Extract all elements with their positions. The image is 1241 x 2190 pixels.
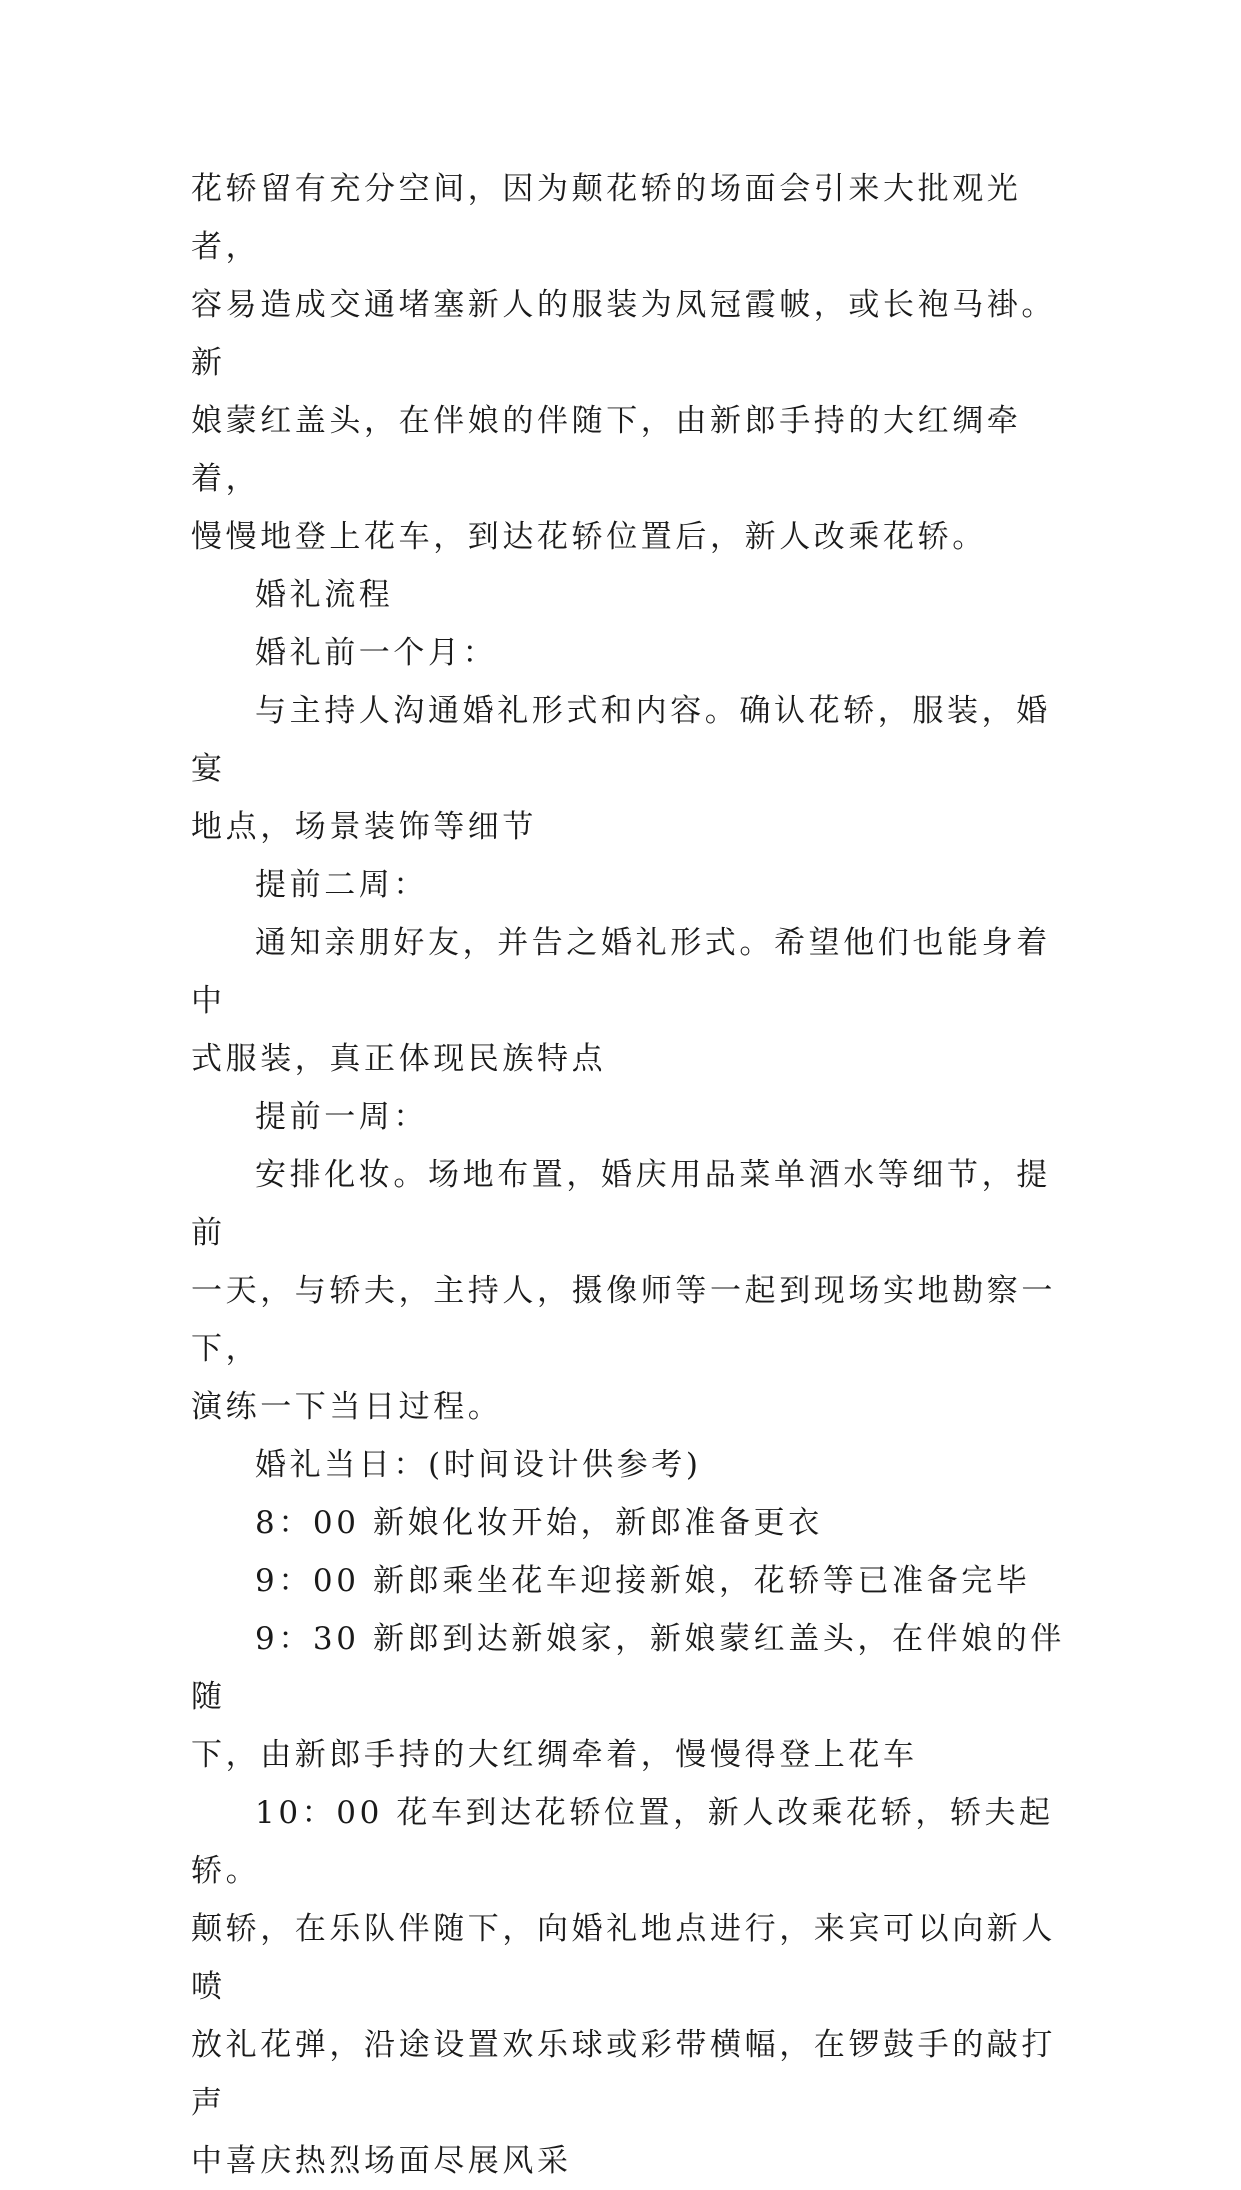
paragraph-one-week-before: 安排化妆。场地布置，婚庆用品菜单酒水等细节，提前 一天，与轿夫，主持人，摄像师等一起到现场实地勘察一下， 演练一下当日过程。 xyxy=(191,1157,1056,1425)
subheading-two-weeks-before: 提前二周： xyxy=(255,867,428,903)
paragraph-continued-text: 花轿留有充分空间，因为颠花轿的场面会引来大批观光者， 容易造成交通堵塞新人的服装为凤冠霞帔，或长袍马褂。新 娘蒙红盖头，在伴娘的伴随下，由新郎手持的大红绸牵着， 慢慢地登上花车，到达花轿位置后，新人改乘花轿。 xyxy=(191,171,1056,555)
subheading-one-month-before: 婚礼前一个月： xyxy=(255,635,498,671)
subheading-one-week-before: 提前一周： xyxy=(255,1099,428,1135)
schedule-item-0930: 9：30 新郎到达新娘家，新娘蒙红盖头，在伴娘的伴随 下，由新郎手持的大红绸牵着，慢慢得登上花车 xyxy=(191,1621,1066,1773)
paragraph-one-month-before: 与主持人沟通婚礼形式和内容。确认花轿，服装，婚宴 地点，场景装饰等细节 xyxy=(191,693,1051,845)
section-heading-wedding-process: 婚礼流程 xyxy=(255,577,394,613)
document-body xyxy=(191,160,1071,2190)
schedule-item-0800: 8：00 新娘化妆开始，新郎准备更衣 xyxy=(255,1505,823,1541)
subheading-wedding-day: 婚礼当日：(时间设计供参考) xyxy=(255,1447,702,1483)
schedule-item-0900: 9：00 新郎乘坐花车迎接新娘，花轿等已准备完毕 xyxy=(255,1563,1031,1599)
schedule-item-1000: 10：00 花车到达花轿位置，新人改乘花轿，轿夫起轿。 颠轿，在乐队伴随下，向婚礼地点进行，来宾可以向新人喷 放礼花弹，沿途设置欢乐球或彩带横幅，在锣鼓手的敲打声 中喜庆热烈场面尽展风采 xyxy=(191,1795,1056,2179)
paragraph-two-weeks-before: 通知亲朋好友，并告之婚礼形式。希望他们也能身着中 式服装，真正体现民族特点 xyxy=(191,925,1051,1077)
